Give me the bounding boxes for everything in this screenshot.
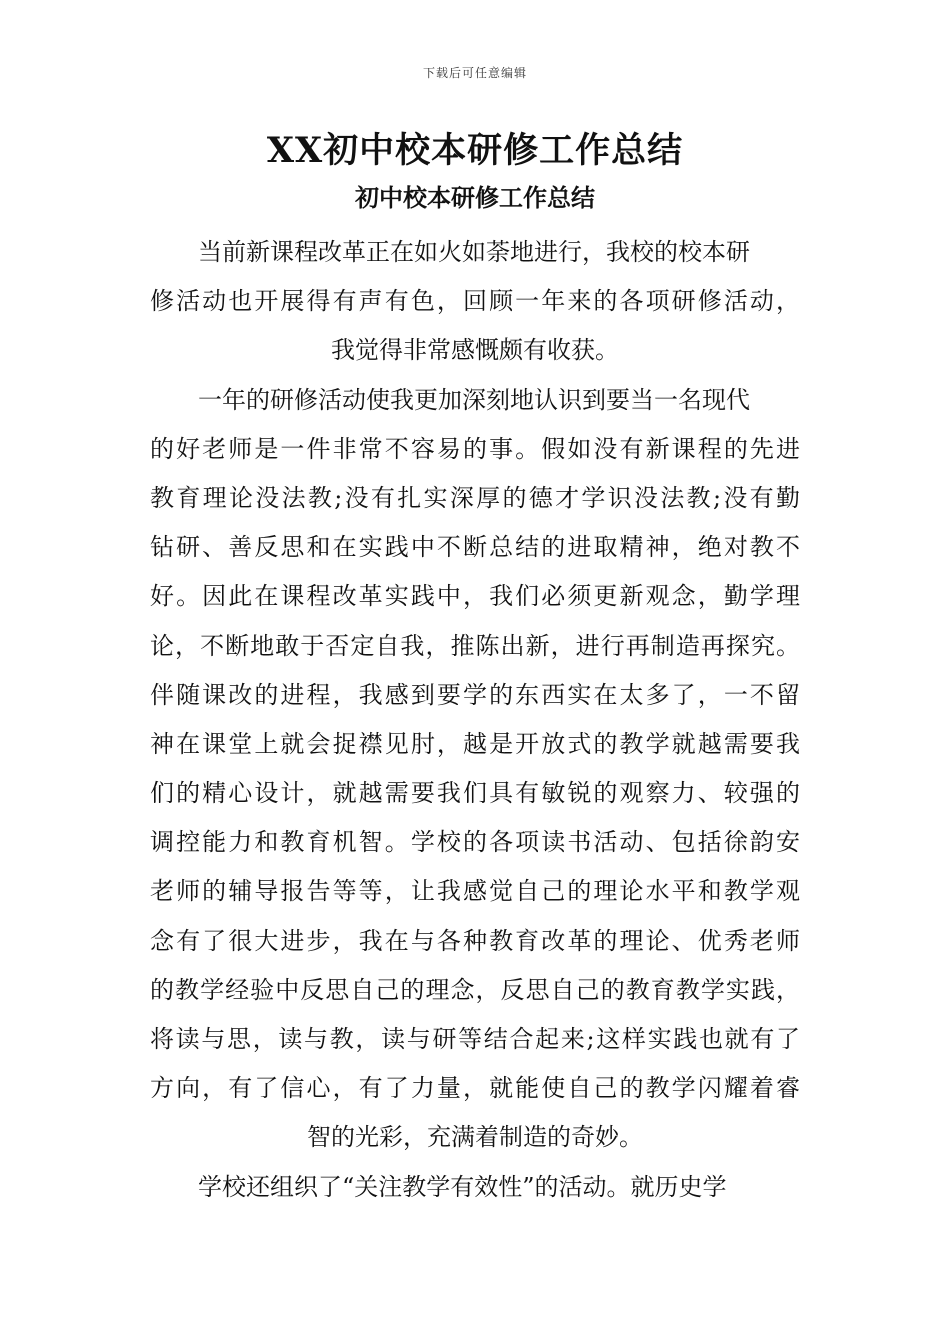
paragraph-line: 调控能力和教育机智。学校的各项读书活动、包括徐韵安 bbox=[150, 828, 800, 857]
paragraph-line: 的好老师是一件非常不容易的事。假如没有新课程的先进 bbox=[150, 434, 800, 463]
document-title: XX初中校本研修工作总结 bbox=[266, 130, 684, 171]
paragraph-line: 当前新课程改革正在如火如荼地进行，我校的校本研 bbox=[198, 238, 750, 266]
document-body bbox=[150, 228, 800, 1212]
paragraph-line: 的教学经验中反思自己的理念，反思自己的教育教学实践， bbox=[150, 975, 800, 1004]
paragraph-line: 智的光彩，充满着制造的奇妙。 bbox=[307, 1123, 643, 1152]
paragraph-line: 学校还组织了“关注教学有效性”的活动。就历史学 bbox=[198, 1172, 727, 1201]
paragraph-line: 方向，有了信心，有了力量，就能使自己的教学闪耀着睿 bbox=[150, 1074, 800, 1103]
document-subtitle: 初中校本研修工作总结 bbox=[355, 183, 595, 212]
paragraph-line: 神在课堂上就会捉襟见肘，越是开放式的教学就越需要我 bbox=[150, 729, 800, 758]
paragraph-line: 一年的研修活动使我更加深刻地认识到要当一名现代 bbox=[198, 385, 750, 414]
paragraph-line: 钻研、善反思和在实践中不断总结的进取精神，绝对教不 bbox=[150, 533, 800, 562]
paragraph-line: 好。因此在课程改革实践中，我们必须更新观念，勤学理 bbox=[150, 582, 800, 611]
paragraph-line: 念有了很大进步，我在与各种教育改革的理论、优秀老师 bbox=[150, 926, 800, 955]
paragraph-line: 修活动也开展得有声有色，回顾一年来的各项研修活动， bbox=[150, 287, 800, 316]
paragraph-line: 论，不断地敢于否定自我，推陈出新，进行再制造再探究。 bbox=[150, 631, 800, 660]
paragraph-line: 教育理论没法教;没有扎实深厚的德才学识没法教;没有勤 bbox=[150, 483, 800, 512]
paragraph-line: 老师的辅导报告等等，让我感觉自己的理论水平和教学观 bbox=[150, 877, 800, 906]
paragraph-line: 将读与思，读与教，读与研等结合起来;这样实践也就有了 bbox=[150, 1025, 800, 1053]
paragraph-line: 们的精心设计，就越需要我们具有敏锐的观察力、较强的 bbox=[150, 779, 800, 808]
paragraph-line: 我觉得非常感慨颇有收获。 bbox=[331, 336, 619, 365]
header-note: 下载后可任意编辑 bbox=[422, 66, 527, 80]
paragraph-line: 伴随课改的进程，我感到要学的东西实在太多了，一不留 bbox=[150, 680, 800, 709]
